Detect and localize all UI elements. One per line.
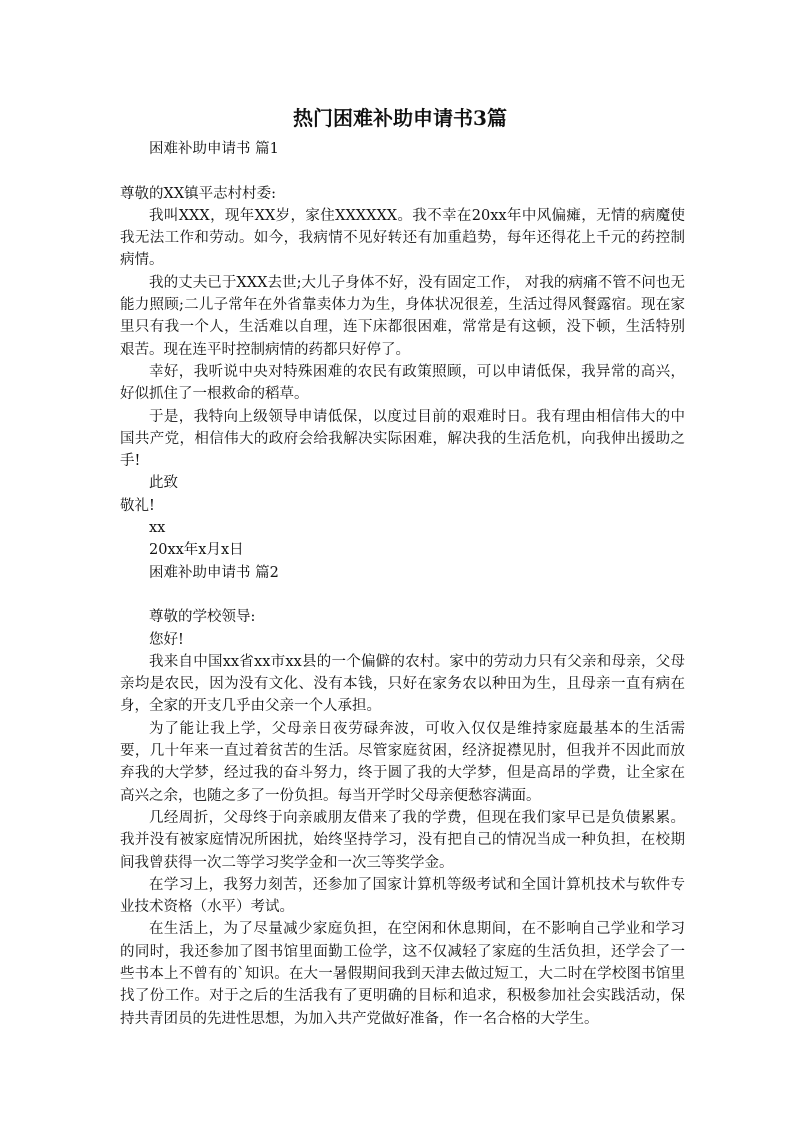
part1-paragraph-1: 我叫XXX，现年XX岁，家住XXXXXX。我不幸在20xx年中风偏瘫，无情的病魔使我无法工作和劳动。如今，我病情不见好转还有加重趋势，每年还得花上千元的药控制病情。 xyxy=(120,207,685,269)
part1-respect: 敬礼! xyxy=(120,497,155,514)
part1-paragraph-3: 幸好，我听说中央对特殊困难的农民有政策照顾，可以申请低保，我异常的高兴，好似抓住了一根救命的稻草。 xyxy=(120,363,685,403)
part2-paragraph-1: 我来自中国xx省xx市xx县的一个偏僻的农村。家中的劳动力只有父亲和母亲，父母亲均是农民，因为没有文化、没有本钱，只好在家务农以种田为生，且母亲一直有病在身，全家的开支几乎由父亲一个人承担。 xyxy=(120,653,685,715)
part1-date: 20xx年x月x日 xyxy=(149,542,244,559)
part2-greeting: 您好! xyxy=(149,631,184,648)
part1-paragraph-4: 于是，我特向上级领导申请低保，以度过目前的艰难时日。我有理由相信伟大的中国共产党，相信伟大的政府会给我解决实际困难，解决我的生活危机，向我伸出援助之手! xyxy=(120,408,685,470)
document-title: 热门困难补助申请书3篇 xyxy=(293,106,507,130)
part2-paragraph-5: 在生活上，为了尽量减少家庭负担，在空闲和休息期间，在不影响自己学业和学习的同时，我还参加了图书馆里面勤工俭学，这不仅减轻了家庭的生活负担，还学会了一些书本上不曾有的`知识。在大一暑假期间我到天津去做过短工，大二时在学校图书馆里找了份工作。对于之后的生活我有了更明确的目标和追求，积极参加社会实践活动，保持共青团员的先进性思想，为加入共产党做好准备，作一名合格的大学生。 xyxy=(120,921,685,1027)
part2-paragraph-2: 为了能让我上学，父母亲日夜劳碌奔波，可收入仅仅是维持家庭最基本的生活需要，几十年来一直过着贫苦的生活。尽管家庭贫困，经济捉襟见肘，但我并不因此而放弃我的大学梦，经过我的奋斗努力，终于圆了我的大学梦，但是高昂的学费，让全家在高兴之余，也随之多了一份负担。每当开学时父母亲便愁容满面。 xyxy=(120,720,685,804)
part1-paragraph-2: 我的丈夫已于XXX去世;大儿子身体不好，没有固定工作， 对我的病痛不管不问也无能力照顾;二儿子常年在外省靠卖体力为生，身体状况很差，生活过得风餐露宿。现在家里只有我一个人，生活难以自理，连下床都很困难，常常是有这顿，没下顿，生活特别艰苦。现在连平时控制病情的药都只好停了。 xyxy=(120,274,685,358)
blank-line xyxy=(120,584,685,606)
part1-heading: 困难补助申请书 篇1 xyxy=(149,141,279,157)
document-body xyxy=(120,138,685,1030)
blank-line xyxy=(120,160,685,182)
part2-paragraph-3: 几经周折，父母终于向亲戚朋友借来了我的学费，但现在我们家早已是负债累累。我并没有被家庭情况所困扰，始终坚持学习，没有把自己的情况当成一种负担，在校期间我曾获得一次二等学习奖学金和一次三等奖学金。 xyxy=(120,809,685,871)
part2-paragraph-4: 在学习上，我努力刻苦，还参加了国家计算机等级考试和全国计算机技术与软件专业技术资格（水平）考试。 xyxy=(120,876,685,916)
part2-heading: 困难补助申请书 篇2 xyxy=(149,564,279,581)
part1-closing: 此致 xyxy=(149,475,178,492)
part1-salutation: 尊敬的XX镇平志村村委: xyxy=(120,185,277,202)
part1-signature: xx xyxy=(149,520,166,537)
part2-salutation: 尊敬的学校领导: xyxy=(149,609,256,626)
